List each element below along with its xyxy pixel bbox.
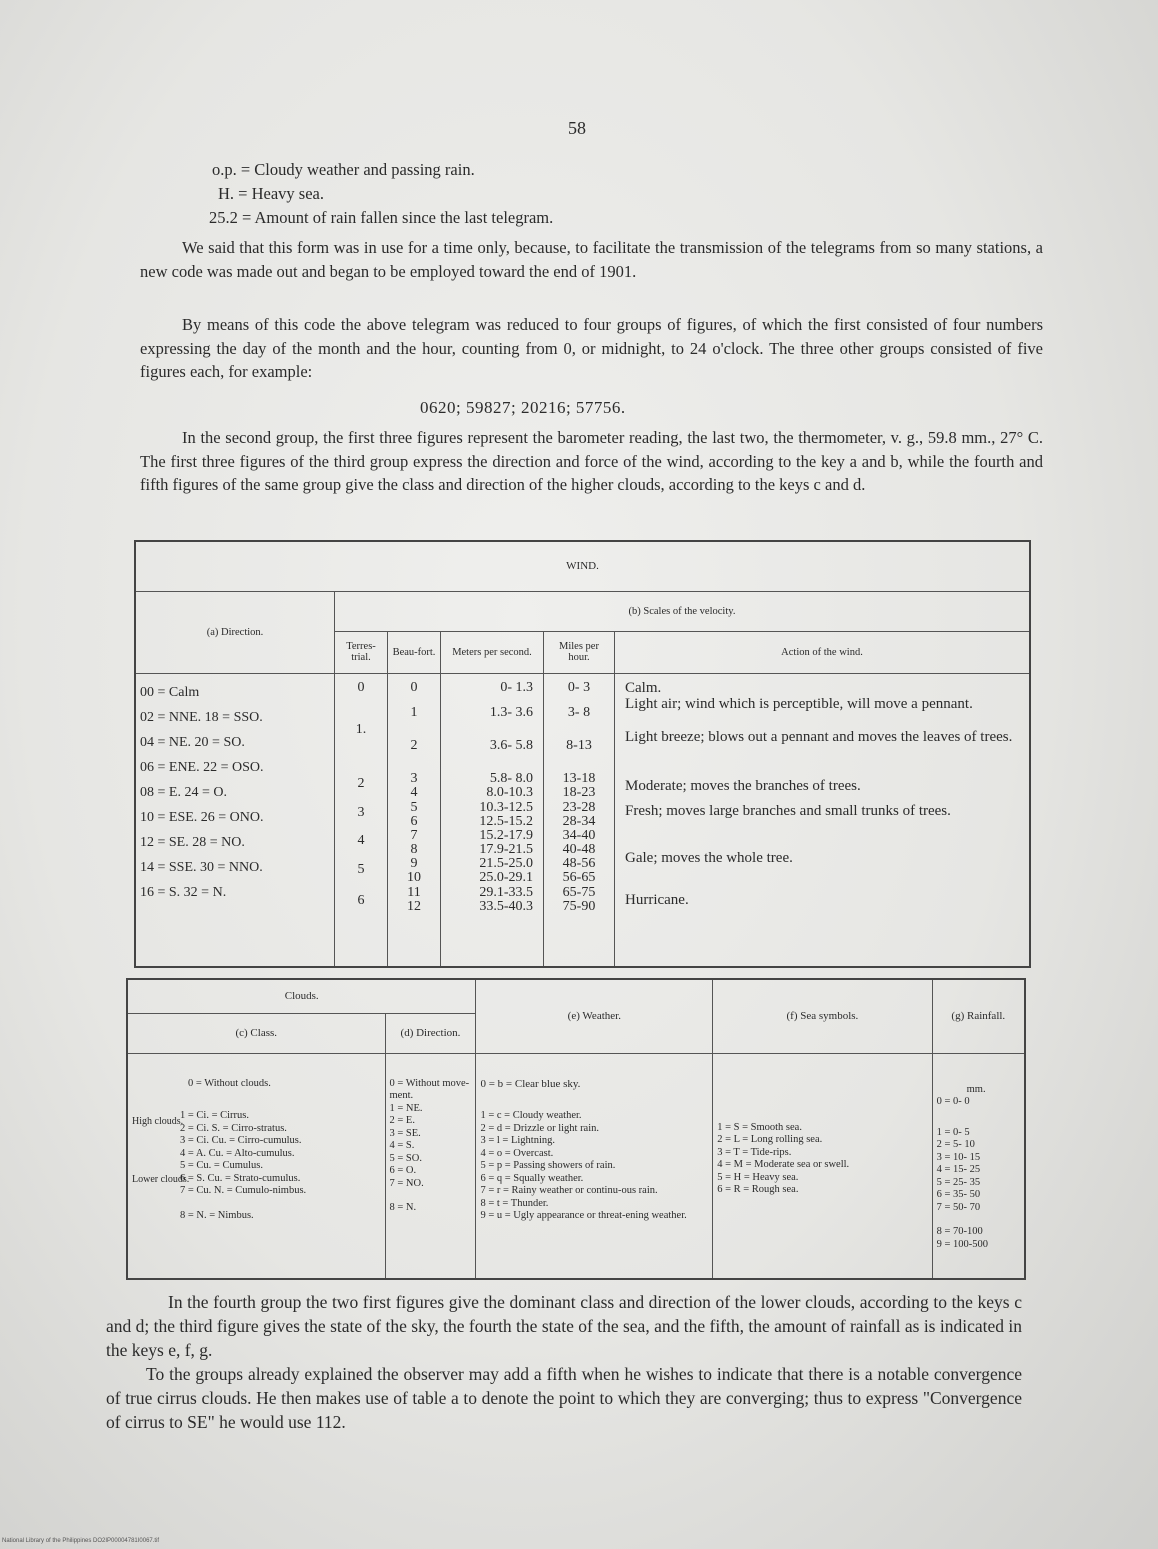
weather-item: 5 = p = Passing showers of rain. [480, 1160, 616, 1171]
class-cell [127, 1053, 385, 1279]
col-miles: Miles per hour. [544, 631, 615, 673]
meters-value: 29.1-33.5 [479, 884, 533, 900]
rain-item: 1 = 0- 5 [936, 1126, 970, 1138]
beaufort-cell [388, 673, 441, 967]
direction-item: 14 = SSE. 30 = NNO. [140, 859, 263, 875]
beaufort-value: 2 [410, 737, 418, 753]
miles-value: 23-28 [562, 799, 596, 815]
class-item: 5 = Cu. = Cumulus. [180, 1160, 264, 1171]
terrestrial-value: 6 [357, 892, 365, 908]
meters-value: 0- 1.3 [500, 679, 533, 695]
direction-item: 3 = SE. [389, 1127, 421, 1139]
rain-item: 8 = 70-100 [936, 1226, 983, 1237]
directions-cell [135, 673, 335, 967]
weather-item: 1 = c = Cloudy weather. [480, 1110, 582, 1121]
paragraph: In the second group, the first three figures represent the barometer reading, the last two, the thermometer, v. g., 59.8 mm., 27° C. The first three figures of the third group express the direction and force of the wind, according to the key a and b, while the fourth and fifth figures of the same group give the class and direction of the higher clouds, according to the keys c and d. [140, 428, 1043, 494]
rain-item: 5 = 25- 35 [936, 1176, 981, 1188]
miles-value: 13-18 [562, 770, 596, 786]
miles-value: 3- 8 [567, 704, 591, 720]
rain-item: 9 = 100-500 [936, 1238, 989, 1250]
miles-value: 40-48 [562, 841, 596, 857]
class-header: (c) Class. [127, 1013, 385, 1053]
sea-item: 5 = H = Heavy sea. [717, 1171, 799, 1183]
direction-header: (a) Direction. [135, 591, 335, 673]
miles-value: 28-34 [562, 813, 596, 829]
meters-value: 5.8- 8.0 [489, 770, 533, 786]
rain-item: 4 = 15- 25 [936, 1164, 981, 1175]
clouds-header: Clouds. [127, 979, 476, 1013]
weather-item: 8 = t = Thunder. [480, 1197, 549, 1209]
wind-table [134, 540, 1031, 968]
terrestrial-value: 0 [357, 679, 365, 695]
sea-item: 4 = M = Moderate sea or swell. [717, 1159, 850, 1170]
lower-clouds-label: Lower clouds. [132, 1174, 190, 1185]
sea-item: 6 = R = Rough sea. [717, 1184, 799, 1195]
miles-value: 65-75 [562, 884, 596, 900]
col-terrestrial: Terres-trial. [335, 631, 388, 673]
class-item: 0 = Without clouds. [188, 1077, 271, 1089]
wind-table-title: WIND. [135, 541, 1030, 591]
direction-item: 4 = S. [389, 1140, 415, 1151]
beaufort-value: 1 [410, 704, 418, 720]
direction-item: 6 = O. [389, 1165, 417, 1176]
weather-item: 3 = l = Lightning. [480, 1135, 556, 1146]
miles-value: 0- 3 [567, 679, 591, 695]
action-item: Calm. [625, 679, 662, 696]
paragraph: By means of this code the above telegram was reduced to four groups of figures, of which the first consisted of four numbers expressing the day of the month and the hour, counting from 0, or midnight, to 24 o'clock. The three other groups consisted of five figures each, for example: [140, 315, 1043, 381]
action-item: Moderate; moves the branches of trees. [625, 777, 861, 794]
page-number: 58 [568, 118, 586, 138]
weather-header: (e) Weather. [476, 979, 713, 1053]
weather-item: 7 = r = Rainy weather or continu-ous rain. [480, 1185, 658, 1196]
beaufort-value: 12 [407, 898, 421, 914]
sea-item: 1 = S = Smooth sea. [717, 1121, 802, 1133]
miles-value: 34-40 [562, 827, 596, 843]
rain-item: 0 = 0- 0 [936, 1096, 970, 1107]
beaufort-value: 9 [410, 855, 418, 871]
meters-value: 3.6- 5.8 [489, 737, 533, 753]
meters-value: 25.0-29.1 [479, 869, 533, 885]
weather-item: 2 = d = Drizzle or light rain. [480, 1122, 600, 1134]
terrestrial-cell [335, 673, 388, 967]
action-item: Light air; wind which is perceptible, will move a pennant. [625, 695, 973, 712]
terrestrial-value: 5 [357, 861, 365, 877]
meters-value: 21.5-25.0 [479, 855, 533, 871]
class-item: 4 = A. Cu. = Alto-cumulus. [180, 1147, 295, 1159]
rainfall-header: (g) Rainfall. [932, 979, 1025, 1053]
beaufort-value: 0 [410, 679, 418, 695]
direction-item: 02 = NNE. 18 = SSO. [140, 709, 263, 725]
col-meters: Meters per second. [441, 631, 544, 673]
direction-cell [385, 1053, 476, 1279]
definition-item: 25.2 = Amount of rain fallen since the last telegram. [209, 208, 554, 227]
scales-header: (b) Scales of the velocity. [335, 591, 1031, 631]
high-clouds-label: High clouds. [132, 1116, 184, 1127]
direction-item: 7 = NO. [389, 1177, 424, 1189]
definition-item: H. = Heavy sea. [218, 184, 324, 203]
definitions-list [209, 158, 554, 230]
rain-unit: mm. [966, 1083, 986, 1095]
class-item: 3 = Ci. Cu. = Cirro-cumulus. [180, 1135, 302, 1146]
col-beaufort: Beau-fort. [388, 631, 441, 673]
direction-item: 2 = E. [389, 1115, 415, 1126]
miles-value: 18-23 [562, 784, 596, 800]
sea-item: 3 = T = Tide-rips. [717, 1146, 792, 1158]
meters-value: 15.2-17.9 [479, 827, 533, 843]
action-item: Fresh; moves large branches and small trunks of trees. [625, 802, 951, 819]
weather-item: 9 = u = Ugly appearance or threat-ening weather. [480, 1210, 687, 1221]
actions-cell [615, 673, 1031, 967]
meters-value: 17.9-21.5 [479, 841, 533, 857]
direction-item: 0 = Without move-ment. [389, 1077, 470, 1101]
meters-value: 33.5-40.3 [479, 898, 533, 914]
beaufort-value: 3 [410, 770, 418, 786]
beaufort-value: 8 [410, 841, 418, 857]
direction-item: 5 = SO. [389, 1152, 422, 1164]
meters-value: 12.5-15.2 [479, 813, 533, 829]
miles-value: 56-65 [562, 869, 596, 885]
meters-value: 10.3-12.5 [479, 799, 533, 815]
meters-value: 1.3- 3.6 [489, 704, 533, 720]
direction-item: 06 = ENE. 22 = OSO. [140, 759, 264, 775]
rain-item: 2 = 5- 10 [936, 1139, 975, 1150]
clouds-table [126, 978, 1026, 1280]
direction-item: 16 = S. 32 = N. [140, 884, 227, 900]
direction-item: 8 = N. [389, 1202, 417, 1213]
sea-header: (f) Sea symbols. [713, 979, 932, 1053]
weather-item: 4 = o = Overcast. [480, 1147, 554, 1159]
weather-cell [476, 1053, 713, 1279]
terrestrial-value: 2 [357, 775, 365, 791]
class-item: 7 = Cu. N. = Cumulo-nimbus. [180, 1185, 307, 1196]
beaufort-value: 4 [410, 784, 418, 800]
rainfall-cell [932, 1053, 1025, 1279]
scan-footer: National Library of the Philippines DO2IP00004781I0067.tif [2, 1538, 160, 1544]
paragraph: We said that this form was in use for a time only, because, to facilitate the transmission of the telegrams from so many stations, a new code was made out and began to be employed toward the end of 1901. [140, 238, 1043, 281]
direction-item: 08 = E. 24 = O. [140, 784, 227, 800]
class-item: 1 = Ci. = Cirrus. [180, 1110, 250, 1121]
beaufort-value: 6 [410, 813, 418, 829]
rain-item: 3 = 10- 15 [936, 1151, 981, 1163]
beaufort-value: 11 [407, 884, 421, 900]
action-item: Hurricane. [625, 891, 689, 908]
direction-item: 1 = NE. [389, 1102, 423, 1114]
miles-value: 75-90 [562, 898, 596, 914]
action-item: Light breeze; blows out a pennant and moves the leaves of trees. [625, 728, 1013, 745]
class-item: 8 = N. = Nimbus. [180, 1209, 254, 1221]
class-item: 2 = Ci. S. = Cirro-stratus. [180, 1122, 287, 1134]
paragraph: In the fourth group the two first figures give the dominant class and direction of the lower clouds, according to the keys c and d; the third figure gives the state of the sky, the fourth the state of the sea, and the fifth, the amount of rainfall as is indicated in the keys e, f, g. [106, 1292, 1022, 1360]
col-action: Action of the wind. [615, 631, 1031, 673]
class-item: 6 = S. Cu. = Strato-cumulus. [180, 1172, 301, 1184]
definition-item: o.p. = Cloudy weather and passing rain. [212, 160, 475, 179]
example-code: 0620; 59827; 20216; 57756. [420, 398, 626, 417]
action-item: Gale; moves the whole tree. [625, 849, 793, 866]
weather-item: 0 = b = Clear blue sky. [480, 1077, 581, 1090]
miles-value: 8-13 [566, 737, 592, 753]
beaufort-value: 5 [410, 799, 418, 815]
terrestrial-value: 4 [357, 832, 365, 848]
rain-item: 6 = 35- 50 [936, 1189, 981, 1200]
rain-item: 7 = 50- 70 [936, 1201, 981, 1213]
direction-item: 12 = SE. 28 = NO. [140, 834, 245, 850]
terrestrial-value: 3 [357, 804, 365, 820]
meters-value: 8.0-10.3 [486, 784, 533, 800]
miles-cell [544, 673, 615, 967]
direction-item: 04 = NE. 20 = SO. [140, 734, 245, 750]
direction-item: 00 = Calm [140, 684, 200, 700]
direction-item: 10 = ESE. 26 = ONO. [140, 809, 264, 825]
paragraph: To the groups already explained the observer may add a fifth when he wishes to indicate that there is a notable convergence of true cirrus clouds. He then makes use of table a to denote the point to which they are converging; thus to express "Convergence of cirrus to SE" he would use 112. [106, 1364, 1022, 1432]
beaufort-value: 10 [407, 869, 421, 885]
meters-cell [441, 673, 544, 967]
sea-cell [713, 1053, 932, 1279]
miles-value: 48-56 [562, 855, 596, 871]
direction-header: (d) Direction. [385, 1013, 476, 1053]
weather-item: 6 = q = Squally weather. [480, 1172, 584, 1184]
terrestrial-value: 1. [355, 721, 367, 737]
beaufort-value: 7 [410, 827, 418, 843]
sea-item: 2 = L = Long rolling sea. [717, 1134, 823, 1145]
